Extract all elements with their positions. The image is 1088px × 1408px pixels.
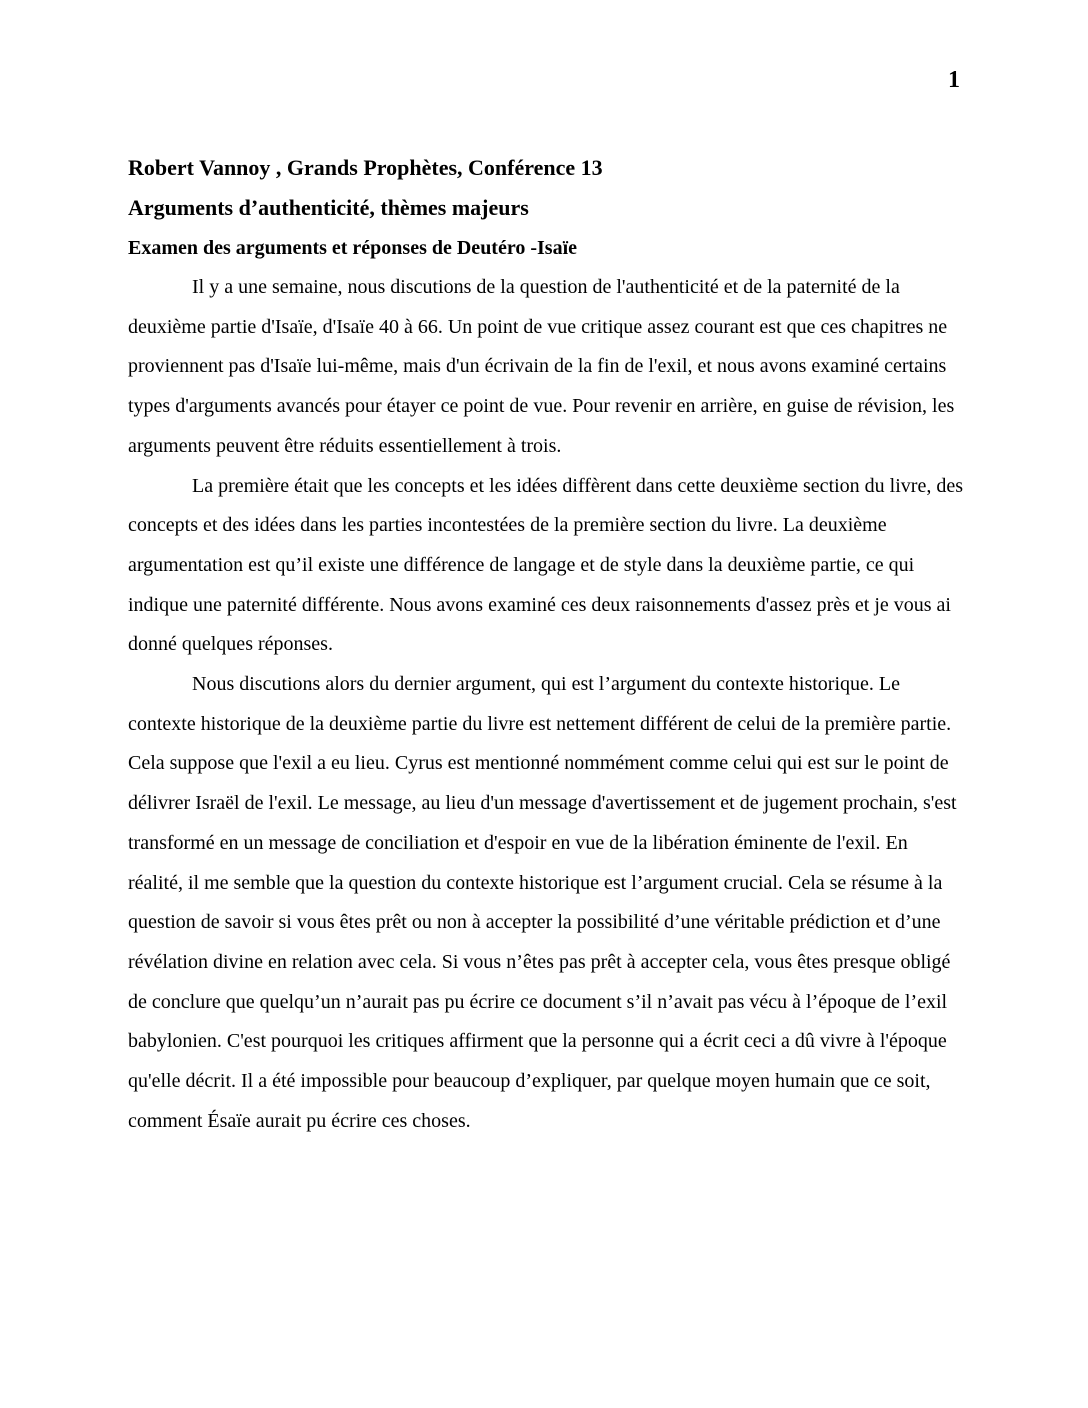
document-title: Robert Vannoy , Grands Prophètes, Conférence 13 [128, 155, 603, 180]
paragraph-1: Il y a une semaine, nous discutions de la question de l'authenticité et de la paternité de la deuxième partie d'Isaïe, d'Isaïe 40 à 66. Un point de vue critique assez courant est que ces chapitres ne proviennent pas d'Isaïe lui-même, mais d'un écrivain de la fin de l'exil, et nous avons examiné certains types d'arguments avancés pour étayer ce point de vue. Pour revenir en arrière, en guise de révision, les arguments peuvent être réduits essentiellement à trois. [128, 276, 955, 457]
page-number: 1 [948, 67, 960, 93]
document-subtitle: Arguments d’authenticité, thèmes majeurs [128, 195, 529, 220]
paragraph-2: La première était que les concepts et les idées diffèrent dans cette deuxième section du livre, des concepts et des idées dans les parties incontestées de la première section du livre. La deuxième argumentation est qu’il existe une différence de langage et de style dans la deuxième partie, ce qui indique une paternité différente. Nous avons examiné ces deux raisonnements d'assez près et je vous ai donné quelques réponses. [128, 474, 963, 656]
paragraph-3: Nous discutions alors du dernier argument, qui est l’argument du contexte historique. Le contexte historique de la deuxième partie du livre est nettement différent de celui de la première partie. Cela suppose que l'exil a eu lieu. Cyrus est mentionné nommément comme celui qui est sur le point de délivrer Israël de l'exil. Le message, au lieu d'un message d'avertissement et de jugement prochain, s'est transformé en un message de conciliation et d'espoir en vue de la libération éminente de l'exil. En réalité, il me semble que la question du contexte historique est l’argument crucial. Cela se résume à la question de savoir si vous êtes prêt ou non à accepter la possibilité d’une véritable prédiction et d’une révélation divine en relation avec cela. Si vous n’êtes pas prêt à accepter cela, vous êtes presque obligé de conclure que quelqu’un n’aurait pas pu écrire ce document s’il n’avait pas vécu à l’époque de l’exil babylonien. C'est pourquoi les critiques affirment que la personne qui a écrit ceci a dû vivre à l'époque qu'elle décrit. Il a été impossible pour beaucoup d’expliquer, par quelque moyen humain que ce soit, comment Ésaïe aurait pu écrire ces choses. [128, 673, 957, 1132]
section-heading: Examen des arguments et réponses de Deutéro -Isaïe [128, 237, 578, 259]
document-body [128, 148, 964, 1141]
